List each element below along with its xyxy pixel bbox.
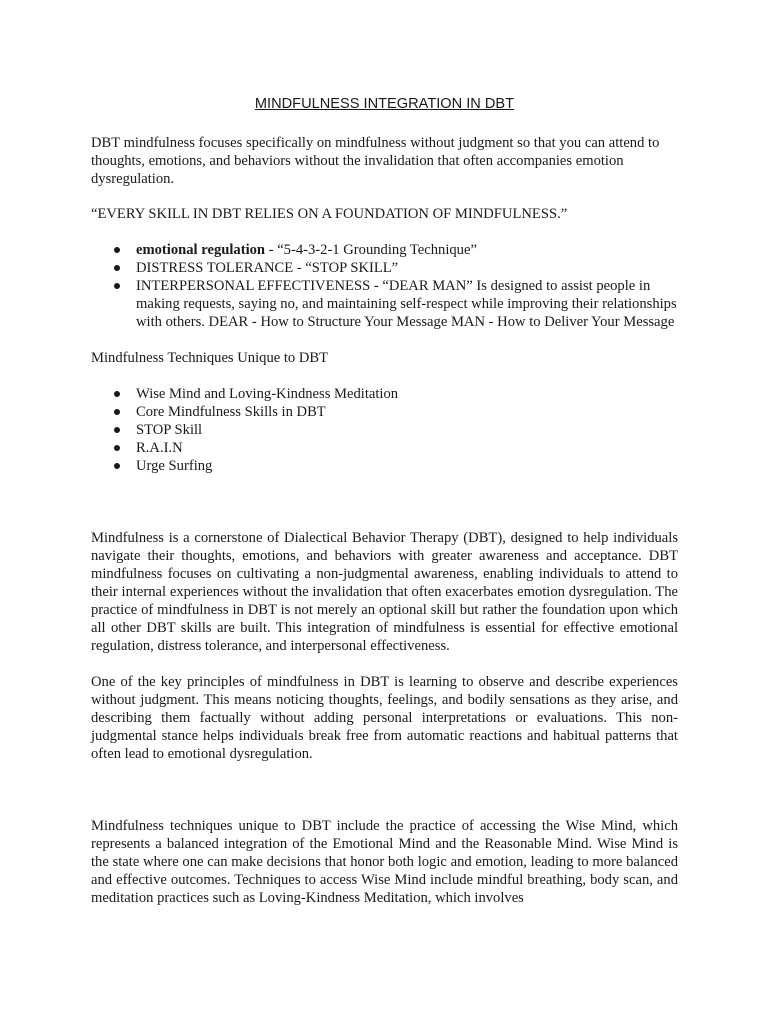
- quote-line: “EVERY SKILL IN DBT RELIES ON A FOUNDATION OF MINDFULNESS.”: [91, 206, 568, 222]
- body-paragraph: One of the key principles of mindfulness in DBT is learning to observe and describe experiences without judgment. This means noticing thoughts, feelings, and bodily sensations as they arise, and describing them factually without adding personal interpretations or evaluations. This non-judgmental stance helps individuals break free from automatic reactions and habitual patterns that often lead to emotional dysregulation.: [91, 674, 678, 762]
- list-item: [91, 277, 678, 331]
- techniques-list: [91, 385, 678, 475]
- document-body: [91, 95, 678, 907]
- techniques-heading: Mindfulness Techniques Unique to DBT: [91, 350, 329, 366]
- list-item: Urge Surfing: [91, 457, 678, 475]
- list-item: R.A.I.N: [91, 439, 678, 457]
- list-item: [91, 259, 678, 277]
- list-item: Wise Mind and Loving-Kindness Meditation: [91, 385, 678, 403]
- body-paragraph: Mindfulness is a cornerstone of Dialectical Behavior Therapy (DBT), designed to help individuals navigate their thoughts, emotions, and behaviors with greater awareness and acceptance. DBT mindfulness focuses on cultivating a non-judgmental awareness, enabling individuals to attend to their internal experiences without the invalidation that often exacerbates emotion dysregulation. The practice of mindfulness in DBT is not merely an optional skill but rather the foundation upon which all other DBT skills are built. This integration of mindfulness is essential for effective emotional regulation, distress tolerance, and interpersonal effectiveness.: [91, 530, 678, 654]
- skill-text: INTERPERSONAL EFFECTIVENESS - “DEAR MAN” Is designed to assist people in making requests, saying no, and maintaining self-respect while improving their relationships with others. DEAR - How to Structure Your Message MAN - How to Deliver Your Message: [136, 278, 677, 330]
- intro-paragraph: DBT mindfulness focuses specifically on mindfulness without judgment so that you can attend to thoughts, emotions, and behaviors without the invalidation that often accompanies emotion dysregulation.: [91, 135, 660, 187]
- skill-text: - “5-4-3-2-1 Grounding Technique”: [265, 242, 477, 258]
- list-item: Core Mindfulness Skills in DBT: [91, 403, 678, 421]
- skill-text: DISTRESS TOLERANCE - “STOP SKILL”: [136, 260, 399, 276]
- list-item: [91, 241, 678, 259]
- page-title: MINDFULNESS INTEGRATION IN DBT: [254, 96, 515, 112]
- skill-term: emotional regulation: [136, 242, 266, 258]
- list-item: STOP Skill: [91, 421, 678, 439]
- skills-list: [91, 241, 678, 331]
- body-paragraph: Mindfulness techniques unique to DBT include the practice of accessing the Wise Mind, which represents a balanced integration of the Emotional Mind and the Reasonable Mind. Wise Mind is the state where one can make decisions that honor both logic and emotion, leading to more balanced and effective outcomes. Techniques to access Wise Mind include mindful breathing, body scan, and meditation practices such as Loving-Kindness Meditation, which involves: [91, 818, 678, 906]
